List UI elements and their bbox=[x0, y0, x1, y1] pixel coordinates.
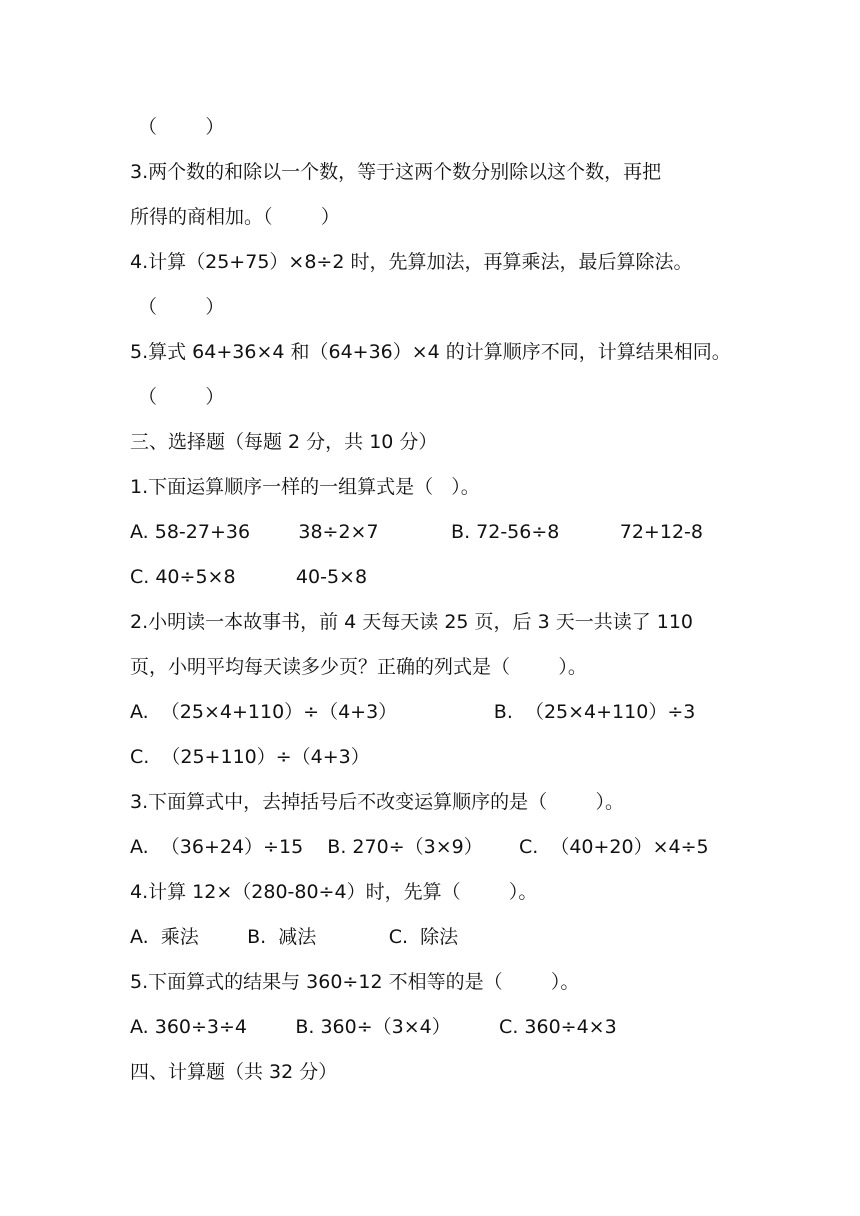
choice-question-2-option-c: C. （25+110）÷（4+3） bbox=[130, 746, 370, 768]
choice-question-2-line-2: 页，小明平均每天读多少页？正确的列式是（ ）。 bbox=[130, 656, 587, 678]
judgement-question-5-answer: （ ） bbox=[138, 386, 225, 408]
judgement-question-3-line-1: 3.两个数的和除以一个数，等于这两个数分别除以这个数，再把 bbox=[130, 161, 662, 183]
judgement-question-3-line-2: 所得的商相加。（ ） bbox=[130, 206, 340, 228]
answer-blank-line: （ ） bbox=[138, 116, 225, 138]
choice-question-2-line-1: 2.小明读一本故事书，前 4 天每天读 25 页，后 3 天一共读了 110 bbox=[130, 611, 694, 633]
judgement-question-4-line-1: 4.计算（25+75）×8÷2 时，先算加法，再算乘法，最后算除法。 bbox=[130, 251, 693, 273]
choice-question-4-options: A. 乘法 B. 减法 C. 除法 bbox=[130, 926, 459, 948]
judgement-question-4-answer: （ ） bbox=[138, 296, 225, 318]
judgement-question-5-line-1: 5.算式 64+36×4 和（64+36）×4 的计算顺序不同，计算结果相同。 bbox=[130, 341, 731, 363]
choice-question-1-options-ab: A. 58-27+36 38÷2×7 B. 72-56÷8 72+12-8 bbox=[130, 521, 703, 543]
choice-question-1-option-c: C. 40÷5×8 40-5×8 bbox=[130, 566, 368, 588]
choice-question-3-options: A. （36+24）÷15 B. 270÷（3×9） C. （40+20）×4÷5 bbox=[130, 836, 709, 858]
choice-question-5: 5.下面算式的结果与 360÷12 不相等的是（ ）。 bbox=[130, 971, 580, 993]
choice-question-2-options-ab: A. （25×4+110）÷（4+3） B. （25×4+110）÷3 bbox=[130, 701, 696, 723]
choice-question-5-options: A. 360÷3÷4 B. 360÷（3×4） C. 360÷4×3 bbox=[130, 1016, 617, 1038]
choice-question-4: 4.计算 12×（280-80÷4）时，先算（ ）。 bbox=[130, 881, 538, 903]
section-heading-calculation: 四、计算题（共 32 分） bbox=[130, 1061, 338, 1083]
choice-question-1: 1.下面运算顺序一样的一组算式是（ ）。 bbox=[130, 476, 480, 498]
choice-question-3: 3.下面算式中，去掉括号后不改变运算顺序的是（ ）。 bbox=[130, 791, 624, 813]
section-heading-choice: 三、选择题（每题 2 分，共 10 分） bbox=[130, 431, 438, 453]
